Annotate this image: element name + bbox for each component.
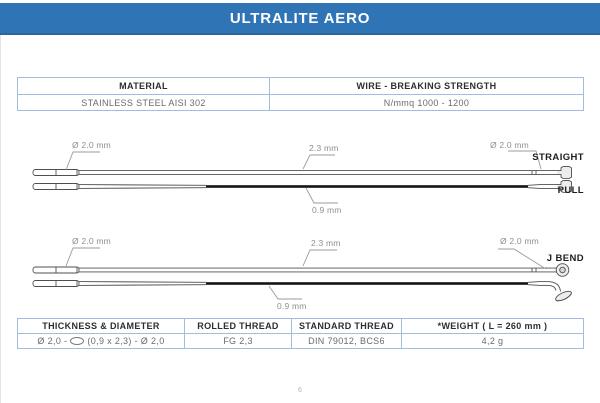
j-bend-drawing xyxy=(33,248,573,303)
dim-right-diameter: Ø 2.0 mm xyxy=(500,236,539,246)
j-bend-top-view xyxy=(33,264,569,277)
dim-blade-thickness: 0.9 mm xyxy=(312,205,342,215)
dim-left-diameter: Ø 2.0 mm xyxy=(72,236,111,246)
rolled-thread-header: ROLLED THREAD xyxy=(185,319,292,334)
breaking-strength-header: WIRE - BREAKING STRENGTH xyxy=(270,78,583,95)
page-title: ULTRALITE AERO xyxy=(229,9,371,27)
j-bend-head-flange xyxy=(554,289,572,302)
standard-thread-value: DIN 79012, BCS6 xyxy=(292,334,402,348)
j-bend-side-view xyxy=(33,281,573,303)
j-bend-leaders xyxy=(66,248,546,299)
straight-pull-title: STRAIGHT PULL xyxy=(532,152,584,196)
dim-right-diameter: Ø 2.0 mm xyxy=(490,140,529,150)
dim-blade-width: 2.3 mm xyxy=(309,143,339,153)
j-bend-title: J BEND xyxy=(546,253,584,264)
j-hook-inner xyxy=(548,285,556,290)
dim-blade-thickness: 0.9 mm xyxy=(277,301,307,311)
material-value: STAINLESS STEEL AISI 302 xyxy=(18,95,270,110)
standard-thread-header: STANDARD THREAD xyxy=(292,319,402,334)
straight-pull-side-view xyxy=(33,180,572,192)
page-number: 6 xyxy=(298,387,302,394)
straight-pull-drawing xyxy=(33,151,572,203)
dim-left-diameter: Ø 2.0 mm xyxy=(72,140,111,150)
thickness-diameter-value: Ø 2,0 - (0,9 x 2,3) - Ø 2,0 xyxy=(18,334,185,348)
aero-blade xyxy=(206,282,528,285)
thickness-diameter-header: THICKNESS & DIAMETER xyxy=(18,319,185,334)
oval-profile-icon xyxy=(70,337,84,345)
aero-blade xyxy=(206,185,528,188)
material-header: MATERIAL xyxy=(18,78,270,95)
straight-pull-top-view xyxy=(33,166,572,178)
title-bar xyxy=(0,3,600,35)
material-strength-table xyxy=(17,77,584,111)
j-hook-outer xyxy=(548,282,561,292)
dim-blade-width: 2.3 mm xyxy=(311,238,341,248)
dimensions-table xyxy=(17,318,584,349)
breaking-strength-value: N/mmq 1000 - 1200 xyxy=(383,97,470,108)
rolled-thread-value: FG 2,3 xyxy=(185,334,292,348)
weight-value: 4,2 g xyxy=(481,336,504,346)
spoke-diagrams xyxy=(0,125,600,315)
straight-pull-leaders xyxy=(66,151,541,203)
weight-header: *WEIGHT ( L = 260 mm ) xyxy=(402,319,583,334)
